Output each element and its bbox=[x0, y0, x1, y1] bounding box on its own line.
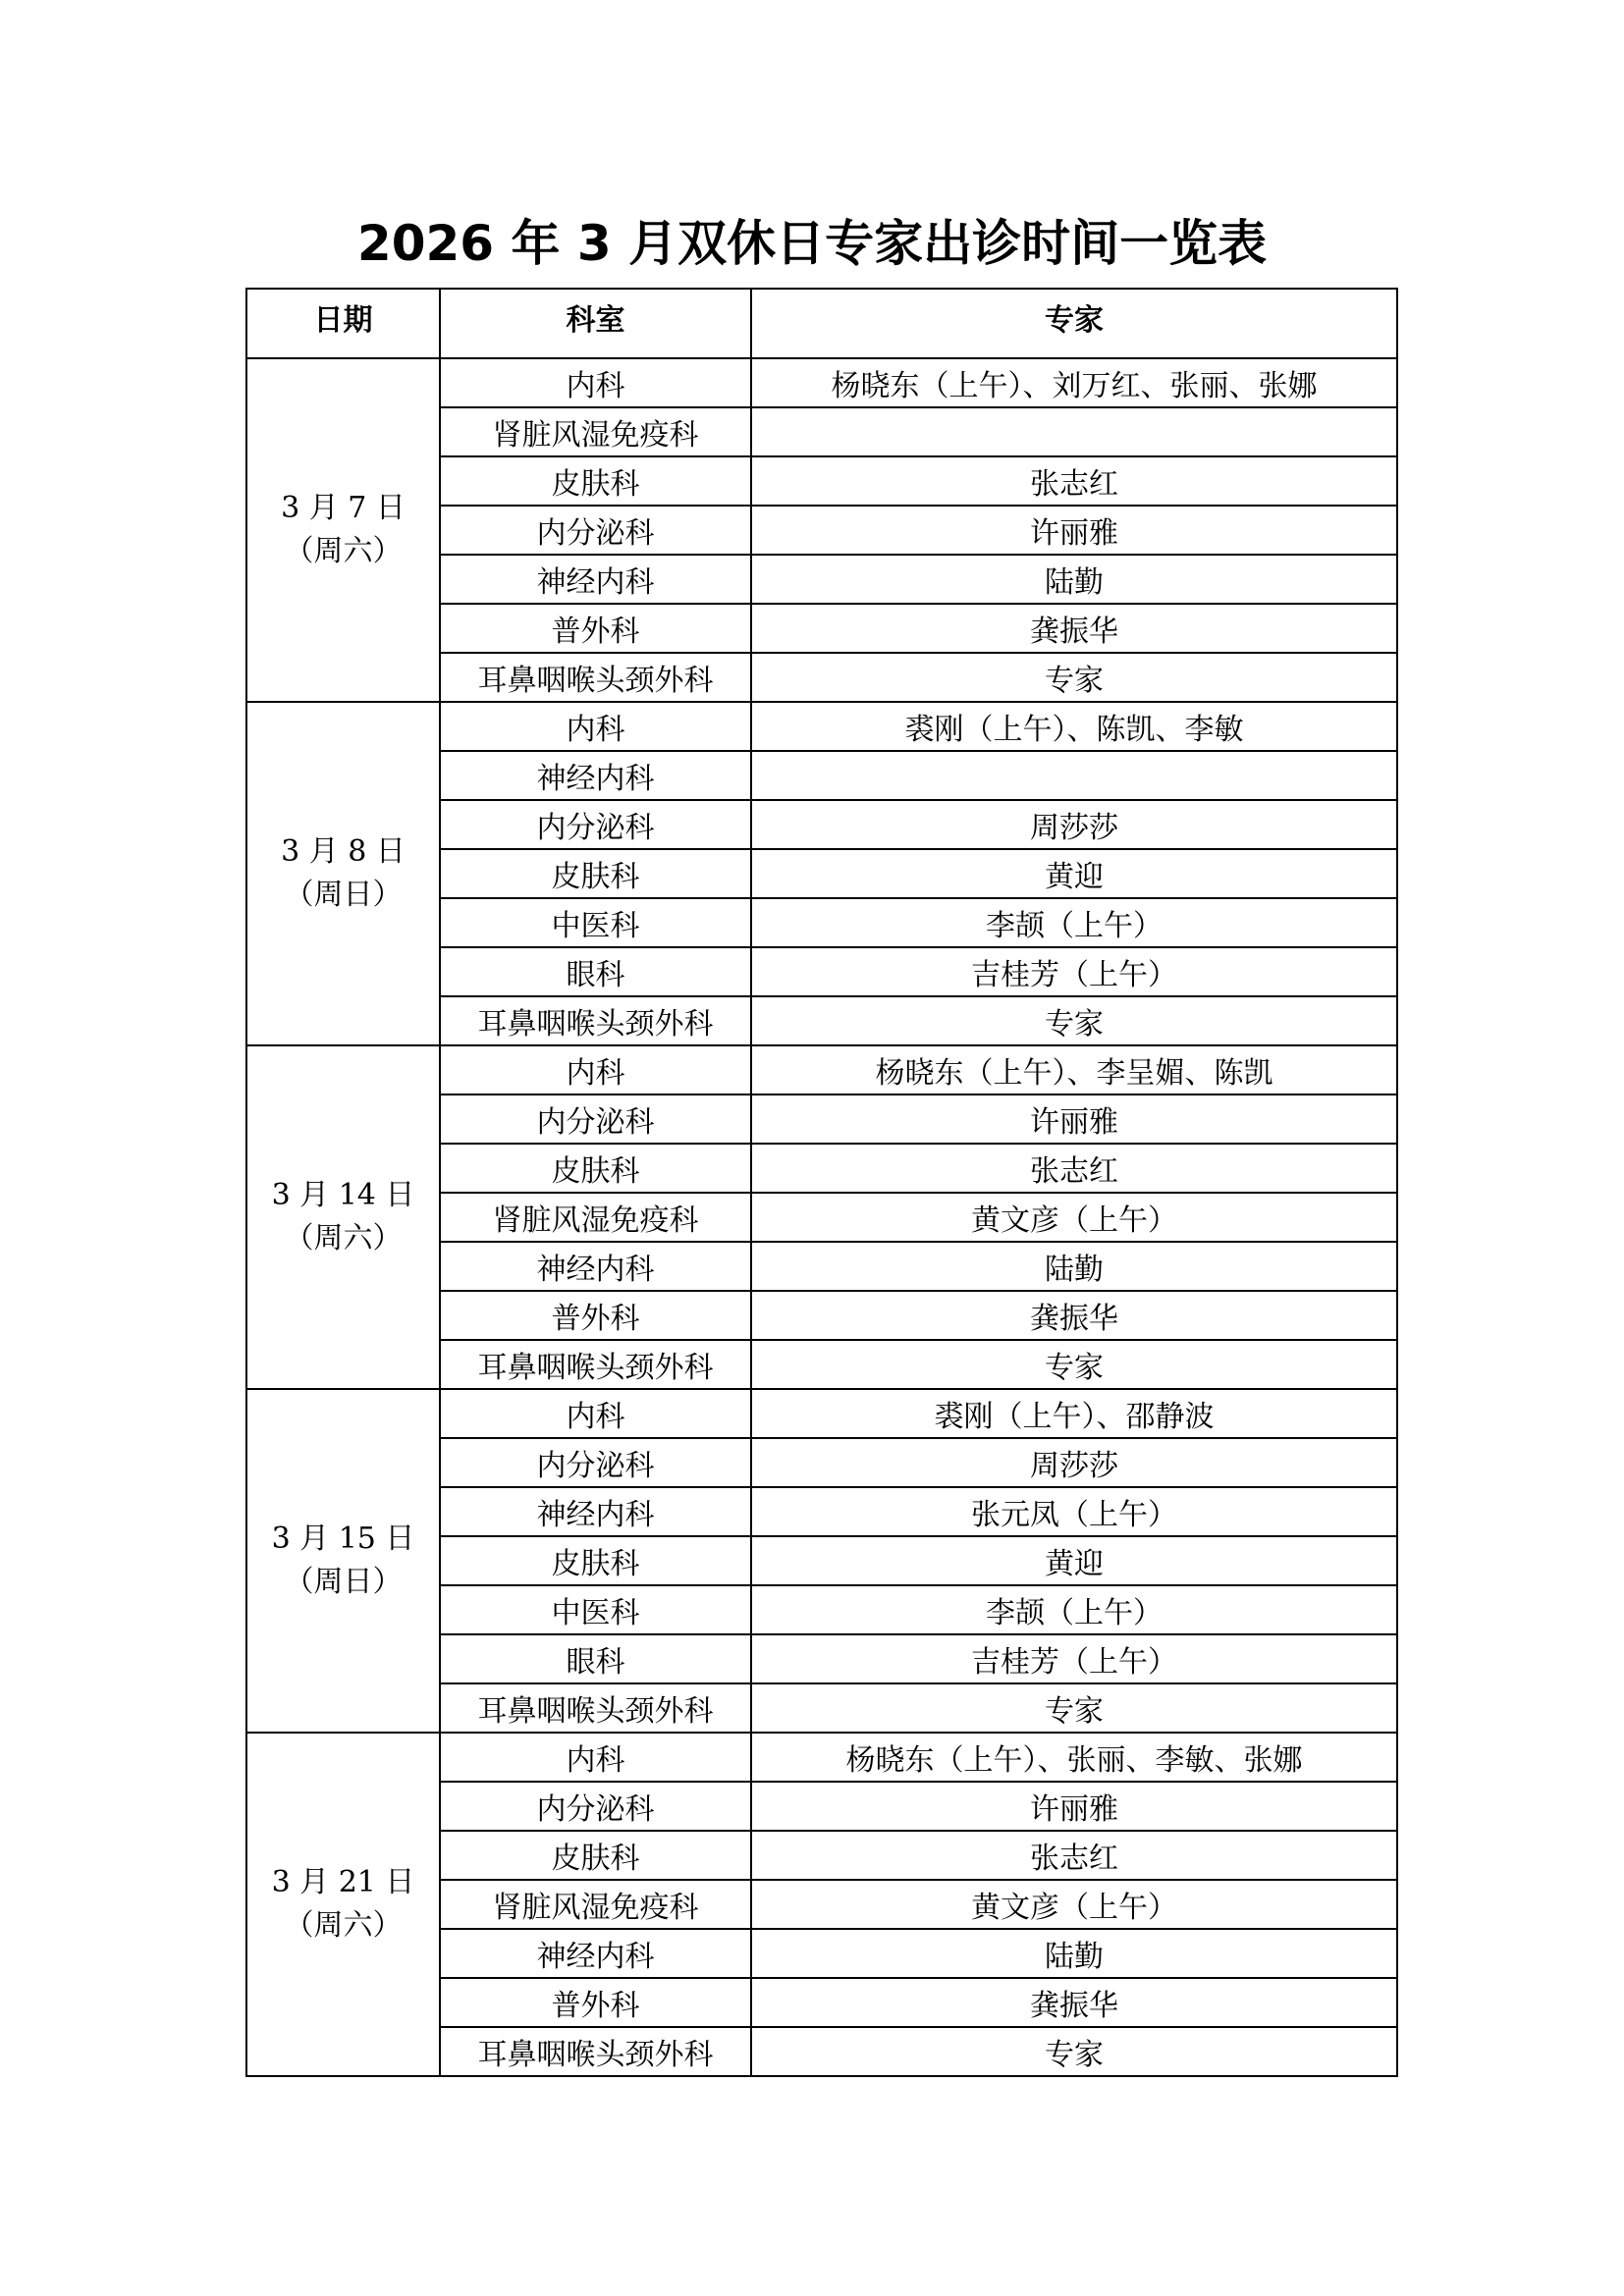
table-header bbox=[246, 289, 1397, 358]
expert-cell: 裘刚（上午）、陈凯、李敏 bbox=[751, 702, 1397, 751]
department-cell: 内科 bbox=[440, 702, 751, 751]
table-row bbox=[246, 358, 1397, 407]
department-cell: 普外科 bbox=[440, 1978, 751, 2027]
expert-cell: 龚振华 bbox=[751, 1291, 1397, 1340]
table-row bbox=[246, 1389, 1397, 1438]
expert-cell: 陆勤 bbox=[751, 1929, 1397, 1978]
department-cell: 耳鼻咽喉头颈外科 bbox=[440, 996, 751, 1045]
expert-cell: 吉桂芳（上午） bbox=[751, 947, 1397, 996]
expert-cell: 陆勤 bbox=[751, 555, 1397, 604]
department-cell: 肾脏风湿免疫科 bbox=[440, 407, 751, 456]
department-cell: 内科 bbox=[440, 1733, 751, 1782]
department-cell: 神经内科 bbox=[440, 1487, 751, 1536]
expert-cell: 吉桂芳（上午） bbox=[751, 1634, 1397, 1683]
department-cell: 皮肤科 bbox=[440, 1536, 751, 1585]
expert-cell: 许丽雅 bbox=[751, 506, 1397, 555]
table-row bbox=[246, 1733, 1397, 1782]
weekday-text: （周六） bbox=[284, 1221, 403, 1255]
department-cell: 耳鼻咽喉头颈外科 bbox=[440, 2027, 751, 2076]
department-cell: 神经内科 bbox=[440, 1929, 751, 1978]
department-cell: 眼科 bbox=[440, 947, 751, 996]
department-cell: 耳鼻咽喉头颈外科 bbox=[440, 1683, 751, 1733]
date-cell bbox=[246, 1733, 440, 2076]
table-row bbox=[246, 1045, 1397, 1095]
date-text: 3 月 15 日 bbox=[271, 1522, 415, 1556]
department-cell: 皮肤科 bbox=[440, 456, 751, 506]
header-date: 日期 bbox=[246, 289, 440, 358]
department-cell: 皮肤科 bbox=[440, 1831, 751, 1880]
date-cell bbox=[246, 358, 440, 702]
department-cell: 普外科 bbox=[440, 604, 751, 653]
expert-cell: 黄迎 bbox=[751, 1536, 1397, 1585]
department-cell: 内科 bbox=[440, 1389, 751, 1438]
page-title: 2026 年 3 月双休日专家出诊时间一览表 bbox=[356, 215, 1268, 272]
expert-cell: 张志红 bbox=[751, 1144, 1397, 1193]
expert-cell: 黄迎 bbox=[751, 849, 1397, 898]
expert-cell: 杨晓东（上午）、刘万红、张丽、张娜 bbox=[751, 358, 1397, 407]
header-expert: 专家 bbox=[751, 289, 1397, 358]
department-cell: 神经内科 bbox=[440, 1242, 751, 1291]
expert-cell: 许丽雅 bbox=[751, 1782, 1397, 1831]
department-cell: 内分泌科 bbox=[440, 506, 751, 555]
table-row bbox=[246, 702, 1397, 751]
department-cell: 肾脏风湿免疫科 bbox=[440, 1193, 751, 1242]
department-cell: 普外科 bbox=[440, 1291, 751, 1340]
weekday-text: （周日） bbox=[284, 878, 403, 912]
department-cell: 内科 bbox=[440, 1045, 751, 1095]
table-body bbox=[246, 358, 1397, 2076]
department-cell: 内分泌科 bbox=[440, 1438, 751, 1487]
expert-cell: 周莎莎 bbox=[751, 800, 1397, 849]
expert-cell: 李颉（上午） bbox=[751, 1585, 1397, 1634]
date-text: 3 月 7 日 bbox=[281, 491, 406, 525]
date-cell bbox=[246, 1045, 440, 1389]
expert-cell: 龚振华 bbox=[751, 604, 1397, 653]
expert-cell bbox=[751, 751, 1397, 800]
date-cell bbox=[246, 702, 440, 1045]
department-cell: 耳鼻咽喉头颈外科 bbox=[440, 1340, 751, 1389]
weekday-text: （周日） bbox=[284, 1565, 403, 1599]
department-cell: 神经内科 bbox=[440, 555, 751, 604]
expert-cell: 张志红 bbox=[751, 456, 1397, 506]
department-cell: 眼科 bbox=[440, 1634, 751, 1683]
department-cell: 神经内科 bbox=[440, 751, 751, 800]
header-department: 科室 bbox=[440, 289, 751, 358]
department-cell: 耳鼻咽喉头颈外科 bbox=[440, 653, 751, 702]
date-cell bbox=[246, 1389, 440, 1733]
expert-cell: 专家 bbox=[751, 1340, 1397, 1389]
expert-cell: 裘刚（上午）、邵静波 bbox=[751, 1389, 1397, 1438]
expert-cell bbox=[751, 407, 1397, 456]
expert-cell: 张元凤（上午） bbox=[751, 1487, 1397, 1536]
schedule-table bbox=[245, 288, 1398, 2077]
department-cell: 皮肤科 bbox=[440, 1144, 751, 1193]
expert-cell: 杨晓东（上午）、张丽、李敏、张娜 bbox=[751, 1733, 1397, 1782]
department-cell: 中医科 bbox=[440, 898, 751, 947]
department-cell: 内分泌科 bbox=[440, 800, 751, 849]
expert-cell: 许丽雅 bbox=[751, 1095, 1397, 1144]
expert-cell: 专家 bbox=[751, 653, 1397, 702]
department-cell: 肾脏风湿免疫科 bbox=[440, 1880, 751, 1929]
header-row bbox=[246, 289, 1397, 358]
weekday-text: （周六） bbox=[284, 534, 403, 568]
date-text: 3 月 8 日 bbox=[281, 834, 406, 869]
expert-cell: 专家 bbox=[751, 2027, 1397, 2076]
department-cell: 内分泌科 bbox=[440, 1782, 751, 1831]
expert-cell: 黄文彦（上午） bbox=[751, 1880, 1397, 1929]
department-cell: 内分泌科 bbox=[440, 1095, 751, 1144]
expert-cell: 陆勤 bbox=[751, 1242, 1397, 1291]
expert-cell: 张志红 bbox=[751, 1831, 1397, 1880]
expert-cell: 龚振华 bbox=[751, 1978, 1397, 2027]
date-text: 3 月 14 日 bbox=[271, 1178, 415, 1212]
expert-cell: 专家 bbox=[751, 996, 1397, 1045]
department-cell: 内科 bbox=[440, 358, 751, 407]
department-cell: 中医科 bbox=[440, 1585, 751, 1634]
date-text: 3 月 21 日 bbox=[271, 1865, 415, 1899]
expert-cell: 专家 bbox=[751, 1683, 1397, 1733]
expert-cell: 黄文彦（上午） bbox=[751, 1193, 1397, 1242]
expert-cell: 李颉（上午） bbox=[751, 898, 1397, 947]
expert-cell: 杨晓东（上午）、李呈媚、陈凯 bbox=[751, 1045, 1397, 1095]
department-cell: 皮肤科 bbox=[440, 849, 751, 898]
expert-cell: 周莎莎 bbox=[751, 1438, 1397, 1487]
weekday-text: （周六） bbox=[284, 1908, 403, 1943]
